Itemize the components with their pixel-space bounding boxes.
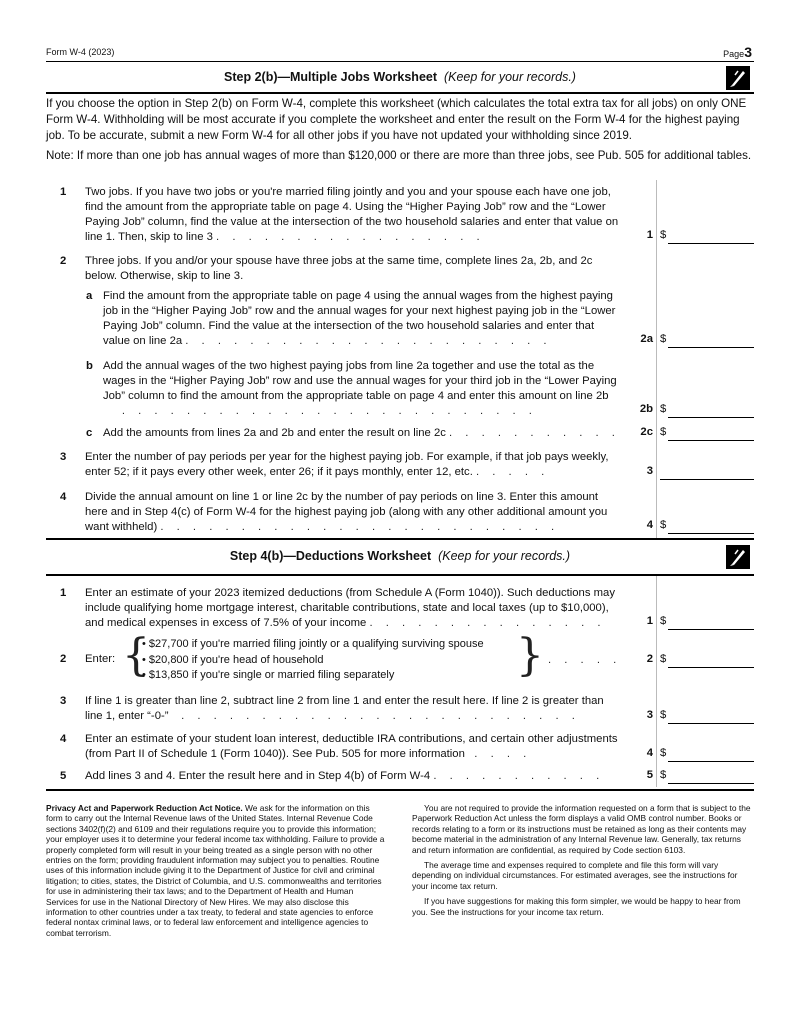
privacy-notice-title: Privacy Act and Paperwork Reduction Act Notice. [46,803,243,813]
deductions-line-3-text: If line 1 is greater than line 2, subtract line 2 from line 1 and enter the result here. If line 2 is greater than line 1, enter “-0-” . . . . . . . . . . . . . . . . . . . . . . . . . [85,695,604,722]
line-1-label: 1 [646,229,653,241]
deductions-line-4-text-body: Enter an estimate of your student loan interest, deductible IRA contributions, and certain other adjustments (from Part II of Schedule 1 (Form 1040)). See Pub. 505 for more information [85,733,618,760]
deductions-line-2-leader: . . . . . [548,654,622,666]
left-brace: { [122,630,150,681]
worksheet-4b-title [46,549,754,563]
standard-deduction-option: • $27,700 if you're married filing jointly or a qualifying surviving spouse [142,638,484,650]
worksheet-2b-title-note: (Keep for your records.) [443,70,576,84]
section-rule [46,789,754,791]
dollar-sign: $ [660,769,667,781]
deductions-line-2-options [142,637,484,684]
dollar-sign: $ [660,747,667,759]
dollar-sign: $ [660,426,667,438]
line-1-amount-field[interactable] [668,229,754,244]
line-3-text-body: Enter the number of pay periods per year for the highest paying job. For example, if that job pays weekly, enter 52; if it pays every other week, enter 26; if it pays monthly, enter 12, etc. [85,451,609,478]
paperwork-notice [412,803,754,922]
dollar-sign: $ [660,653,667,665]
line-2c-letter: c [86,427,93,439]
deductions-line-5-number: 5 [60,770,67,782]
line-1-text: Two jobs. If you have two jobs or you're married filing jointly and you and your spouse each have one job, find the amount from the appropriate table on page 4. Using the “Higher Paying Job” row and the “Lower Paying Job” column, find the value at the intersection of the two household salaries and enter that value on line 1. Then, skip to line 3 . . . . . . . . . . . . . . . . . [85,186,619,243]
deductions-line-3-text-body: If line 1 is greater than line 2, subtract line 2 from line 1 and enter the result here. If line 2 is greater than line 1, enter “-0-” [85,695,604,722]
deductions-line-1-text-body: Enter an estimate of your 2023 itemized deductions (from Schedule A (Form 1040)). Such deductions may include qualifying home mortgage interest, charitable contributions, state and local taxes (up to $10,000), and medical expenses in excess of 7.5% of your income [85,587,615,629]
line-2b-letter: b [86,360,93,372]
line-1-text-body: Two jobs. If you have two jobs or you're married filing jointly and you and your spouse each have one job, find the amount from the appropriate table on page 4. Using the “Higher Paying Job” row and the “Lower Paying Job” column, find the value at the intersection of the two household salaries and enter that value on line 1. Then, skip to line 3 [85,186,619,243]
line-2-text: Three jobs. If you and/or your spouse have three jobs at the same time, complete lines 2a, 2b, and 2c below. Otherwise, skip to line 3. [85,255,593,282]
section-rule [46,538,754,540]
dollar-sign: $ [660,229,667,241]
line-1-number: 1 [60,186,67,198]
deductions-line-5-text-body: Add lines 3 and 4. Enter the result here and in Step 4(b) of Form W-4 [85,770,431,782]
line-2b-label: 2b [639,403,653,415]
deductions-line-2-label: 2 [646,653,653,665]
line-2c-text: Add the amounts from lines 2a and 2b and enter the result on line 2c . . . . . . . . . . . [103,427,620,439]
dollar-sign: $ [660,333,667,345]
dollar-sign: $ [660,519,667,531]
worksheet-2b-title-text: Step 2(b)—Multiple Jobs Worksheet [224,70,438,84]
privacy-notice-text: We ask for the information on this form to carry out the Internal Revenue laws of the United States. Internal Revenue Code sections 3402(f)(2) and 6109 and their regulations require you to provide this information; your employer uses it to determine your federal income tax withholding. Failure to provide a properly completed form will result in your being treated as a single person with no other entries on the form; providing fraudulent information may subject you to penalties. Routine uses of this information include giving it to the Department of Justice for civil and criminal litigation; to cities, states, the District of Columbia, and U.S. commonwealths and territories for use in administering their tax laws; and to the Department of Health and Human Services for use in the National Directory of New Hires. We may also disclose this information to other countries under a tax treaty, to federal and state agencies to enforce federal nontax criminal laws, or to federal law enforcement and intelligence agencies to combat terrorism. [46,803,385,938]
page-number-label [723,44,752,60]
deductions-line-3-amount-field[interactable] [668,709,754,724]
worksheet-2b-title [46,70,754,84]
dollar-sign: $ [660,615,667,627]
worksheet-4b-title-text: Step 4(b)—Deductions Worksheet [229,549,432,563]
line-2c-text-body: Add the amounts from lines 2a and 2b and enter the result on line 2c [103,427,446,439]
deductions-line-5-amount-field[interactable] [668,769,754,784]
worksheet-2b-intro: If you choose the option in Step 2(b) on Form W-4, complete this worksheet (which calculates the total extra tax for all jobs) on only ONE Form W-4. Withholding will be most accurate if you complete the worksheet and enter the result on the Form W-4 for the highest paying job. To be accurate, submit a new Form W-4 for all other jobs if you have not updated your withholding since 2019. [46,97,747,142]
line-4-amount-field[interactable] [668,519,754,534]
standard-deduction-option: • $13,850 if you're single or married filing separately [142,669,395,681]
deductions-line-1-amount-field[interactable] [668,615,754,630]
deductions-line-1-text: Enter an estimate of your 2023 itemized deductions (from Schedule A (Form 1040)). Such deductions may include qualifying home mortgage interest, charitable contributions, state and local taxes (up to $10,000), and medical expenses in excess of 7.5% of your income . . . . . . . . . . . . . . . [85,587,615,629]
line-2a-letter: a [86,290,93,302]
deductions-line-4-amount-field[interactable] [668,747,754,762]
line-2b-text: Add the annual wages of the two highest paying jobs from line 2a together and use the total as the wages in the “Higher Paying Job” row and use the annual wages for your third job in the “Lower Paying Job” column to find the amount from the appropriate table on page 4 and enter this amount on line 2b . . . . . . . . . . . . . . . . . . . . . . . . . . [103,360,617,417]
standard-deduction-option: • $20,800 if you're head of household [142,653,324,666]
amount-column-rule [656,180,657,538]
line-2c-label: 2c [640,426,653,438]
line-4-text-body: Divide the annual amount on line 1 or line 2c by the number of pay periods on line 3. Enter this amount here and in Step 4(c) of Form W-4 for the highest paying job (along with any other additional amount you want withheld) [85,491,608,533]
paperwork-notice-paragraph: You are not required to provide the information requested on a form that is subject to the Paperwork Reduction Act unless the form displays a valid OMB control number. Books or records relating to a form or its instructions must be retained as long as their contents may become material in the administration of any Internal Revenue law. Generally, tax returns and return information are confidential, as required by Code section 6103. [412,803,751,855]
line-4-number: 4 [60,491,67,503]
form-id: Form W-4 (2023) [46,47,115,57]
pen-icon [726,545,750,569]
deductions-line-1-number: 1 [60,587,67,599]
deductions-line-2-enter-label: Enter: [85,653,116,665]
worksheet-4b-title-note: (Keep for your records.) [438,549,571,563]
pen-icon [726,66,750,90]
line-3-number: 3 [60,451,67,463]
section-rule [46,92,754,94]
line-2-number: 2 [60,255,67,267]
deductions-line-4-label: 4 [646,747,653,759]
deductions-line-1-label: 1 [646,615,653,627]
line-2a-text: Find the amount from the appropriate table on page 4 using the annual wages from the highest paying job in the “Higher Paying Job” row and the annual wages for your next highest paying job in the “Lower Paying Job” column. Find the value at the intersection of the two household salaries and enter that value on line 2a . . . . . . . . . . . . . . . . . . . . . . . [103,290,616,347]
line-2b-amount-field[interactable] [668,403,754,418]
line-4-text: Divide the annual amount on line 1 or line 2c by the number of pay periods on line 3. Enter this amount here and in Step 4(c) of Form W-4 for the highest paying job (along with any other additional amount you want withheld) . . . . . . . . . . . . . . . . . . . . . . . . . [85,491,608,533]
page-number: 3 [744,44,752,60]
worksheet-2b-note: Note: If more than one job has annual wages of more than $120,000 or there are more than three jobs, see Pub. 505 for additional tables. [46,149,752,162]
section-rule [46,574,754,576]
deductions-line-4-text: Enter an estimate of your student loan interest, deductible IRA contributions, and certain other adjustments (from Part II of Schedule 1 (Form 1040)). See Pub. 505 for more information . . . . [85,733,618,760]
right-brace: } [516,630,544,681]
line-2a-amount-field[interactable] [668,333,754,348]
line-2a-text-body: Find the amount from the appropriate table on page 4 using the annual wages from the highest paying job in the “Higher Paying Job” row and the annual wages for your next highest paying job in the “Lower Paying Job” column. Find the value at the intersection of the two household salaries and enter that value on line 2a [103,290,616,347]
dollar-sign: $ [660,709,667,721]
deductions-line-2-number: 2 [60,653,67,665]
privacy-notice [46,803,386,943]
deductions-line-5-text: Add lines 3 and 4. Enter the result here and in Step 4(b) of Form W-4 . . . . . . . . . . . [85,770,605,782]
deductions-line-2-amount-field[interactable] [668,653,754,668]
line-2c-amount-field[interactable] [668,426,754,441]
header-rule [46,61,754,62]
deductions-line-5-label: 5 [646,769,653,781]
deductions-line-3-number: 3 [60,695,67,707]
line-3-pay-periods-field[interactable] [660,465,754,480]
line-2a-label: 2a [640,333,653,345]
amount-column-rule [656,575,657,787]
line-3-label: 3 [646,465,653,477]
line-4-label: 4 [646,519,653,531]
paperwork-notice-paragraph: The average time and expenses required to complete and file this form will vary depending on individual circumstances. For estimated averages, see the instructions for your income tax return. [412,860,738,891]
line-2b-text-body: Add the annual wages of the two highest paying jobs from line 2a together and use the total as the wages in the “Higher Paying Job” row and use the annual wages for your third job in the “Lower Paying Job” column to find the amount from the appropriate table on page 4 and enter this amount on line 2b [103,360,617,402]
deductions-line-4-number: 4 [60,733,67,745]
deductions-line-3-label: 3 [646,709,653,721]
dollar-sign: $ [660,403,667,415]
line-3-text: Enter the number of pay periods per year for the highest paying job. For example, if that job pays weekly, enter 52; if it pays every other week, enter 26; if it pays monthly, enter 12, etc. . . . . . [85,451,609,478]
paperwork-notice-paragraph: If you have suggestions for making this form simpler, we would be happy to hear from you. See the instructions for your income tax return. [412,896,741,917]
page-label: Page [723,49,745,59]
